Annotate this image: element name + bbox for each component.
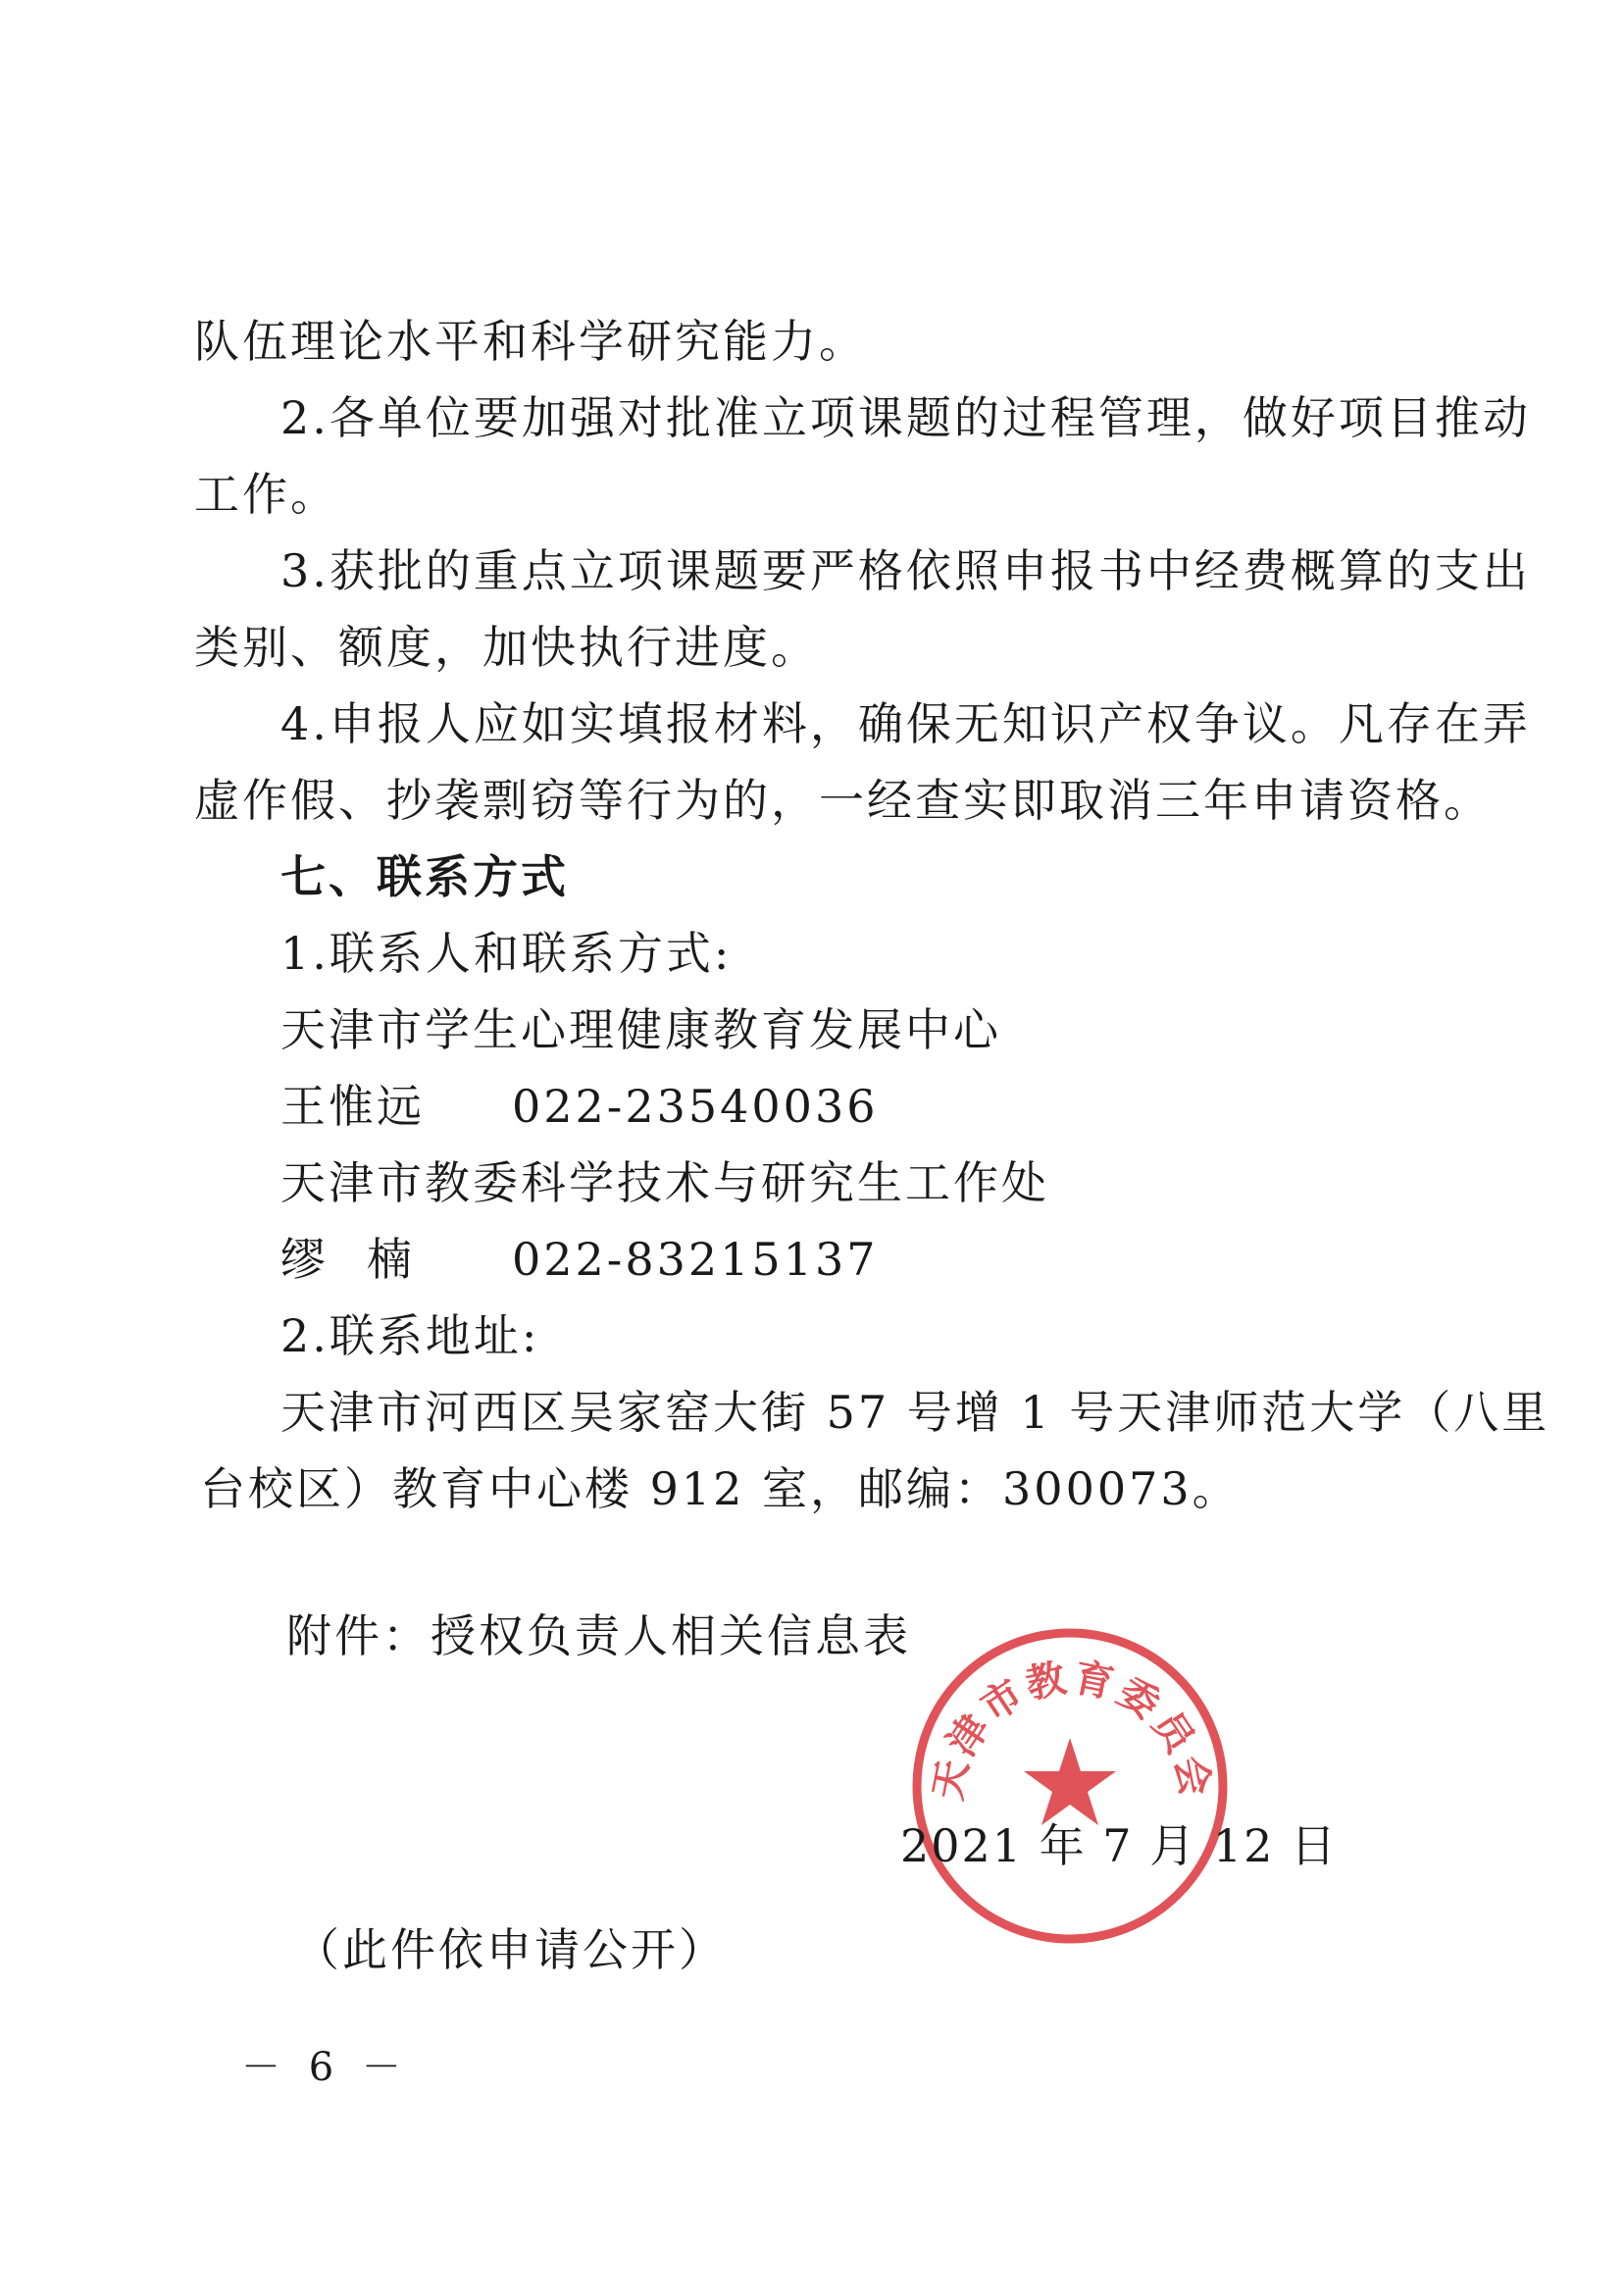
contact-title: 1.联系人和联系方式: [280, 927, 733, 980]
section-heading: 七、联系方式 [280, 850, 569, 903]
contact-person-row-1 [280, 1077, 878, 1136]
contact-phone: 022-23540036 [512, 1080, 879, 1133]
document-date: 2021 年 7 月 12 日 [900, 1819, 1338, 1872]
contact-org-2: 天津市教委科学技术与研究生工作处 [280, 1156, 1049, 1209]
address-line: 台校区）教育中心楼 912 室，邮编：300073。 [200, 1462, 1241, 1515]
attachment-line: 附件：授权负责人相关信息表 [286, 1609, 911, 1662]
paragraph-line: 虚作假、抄袭剽窃等行为的，一经查实即取消三年申请资格。 [194, 774, 1492, 827]
paragraph-line: 类别、额度，加快执行进度。 [194, 621, 819, 674]
contact-phone: 022-83215137 [512, 1233, 879, 1286]
official-seal-icon [908, 1624, 1232, 1948]
disclosure-note: （此件依申请公开） [294, 1923, 727, 1976]
seal-text: 天津市教育委员会 [924, 1654, 1220, 1804]
paragraph-line: 工作。 [194, 468, 338, 521]
address-line: 天津市河西区吴家窑大街 57 号增 1 号天津师范大学（八里 [280, 1386, 1550, 1439]
paragraph-line: 队伍理论水平和科学研究能力。 [194, 315, 867, 368]
contact-person-row-2 [280, 1230, 878, 1289]
paragraph-line: 3.获批的重点立项课题要严格依照申报书中经费概算的支出 [280, 544, 1531, 597]
paragraph-line: 2.各单位要加强对批准立项课题的过程管理，做好项目推动 [280, 391, 1531, 444]
contact-name: 王惟远 [280, 1080, 425, 1133]
contact-name: 缪楠 [280, 1233, 453, 1286]
contact-org-1: 天津市学生心理健康教育发展中心 [280, 1003, 1001, 1056]
seal-star [1024, 1738, 1116, 1825]
paragraph-line: 4.申报人应如实填报材料，确保无知识产权争议。凡存在弄 [280, 697, 1531, 750]
address-title: 2.联系地址: [280, 1309, 540, 1362]
page-number: － 6 － [241, 2045, 409, 2090]
